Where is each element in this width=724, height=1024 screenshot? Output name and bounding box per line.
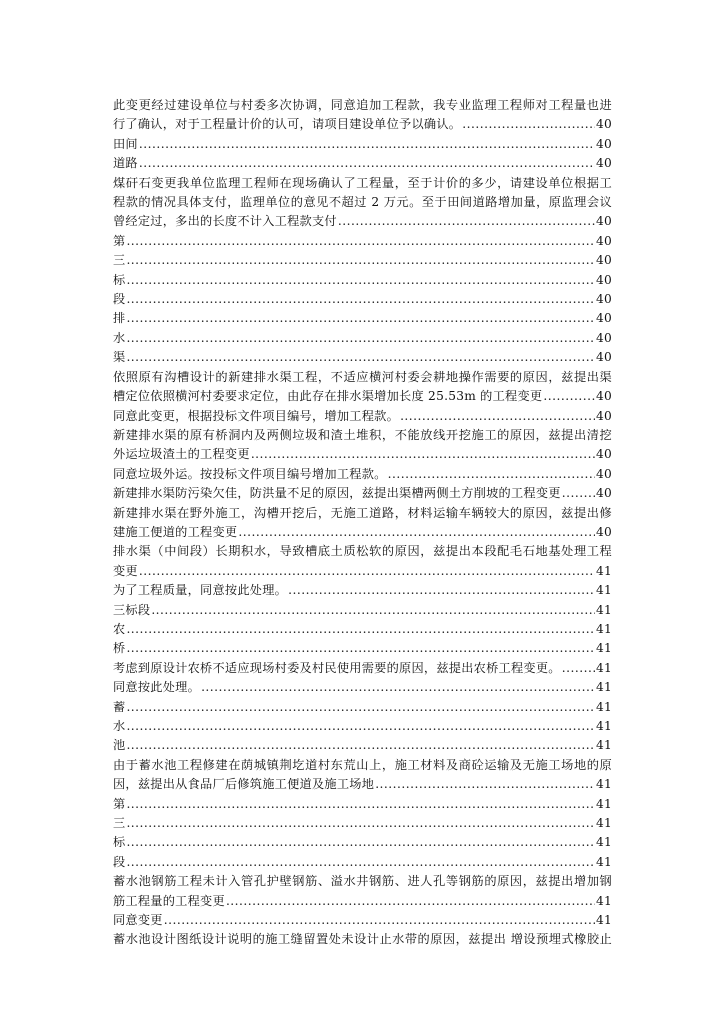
toc-trailing-text: 蓄水池设计图纸设计说明的施工缝留置处未设计止水带的原因，兹提出 增设预埋式橡胶止	[113, 932, 612, 947]
toc-leader-dots	[126, 698, 595, 717]
toc-entry-title: 标	[113, 835, 126, 850]
toc-leader-dots	[126, 639, 595, 658]
toc-page-number: 41	[595, 641, 612, 656]
toc-leader-dots	[201, 678, 595, 697]
toc-leader-dots	[126, 795, 595, 814]
toc-entry-line	[113, 387, 612, 406]
toc-entry[interactable]	[113, 542, 612, 581]
toc-entry-title: 因，兹提出从食品厂后修筑施工便道及施工场地	[113, 777, 375, 792]
toc-leader-dots	[543, 387, 595, 406]
toc-entry-line	[113, 232, 612, 251]
toc-entry-line	[113, 135, 612, 154]
toc-leader-dots	[238, 523, 595, 542]
toc-entry-line	[113, 562, 612, 581]
toc-leader-dots	[126, 271, 595, 290]
toc-entry-title: 三	[113, 253, 126, 268]
toc-entry-line	[113, 484, 612, 503]
toc-page-number: 40	[595, 447, 612, 462]
toc-entry[interactable]	[113, 232, 612, 251]
toc-entry-line	[113, 853, 612, 872]
toc-entry-line	[113, 620, 612, 639]
toc-entry-title: 第	[113, 796, 126, 811]
toc-page-number: 41	[595, 893, 612, 908]
toc-entry-title: 水	[113, 719, 126, 733]
toc-entry-line	[113, 251, 612, 270]
toc-entry-title: 筋工程量的工程变更	[113, 893, 225, 908]
toc-entry[interactable]	[113, 872, 612, 911]
toc-page-number: 40	[595, 524, 612, 539]
toc-page-number: 41	[595, 835, 612, 850]
toc-leader-dots	[375, 775, 595, 794]
toc-page-number: 40	[595, 233, 612, 248]
toc-entry-line	[113, 601, 612, 620]
toc-entry-line	[113, 523, 612, 542]
toc-entry-title: 为了工程质量，同意按此处理。	[113, 583, 288, 598]
toc-page-number: 41	[595, 680, 612, 695]
toc-page-number: 41	[595, 660, 612, 675]
toc-entry[interactable]	[113, 853, 612, 872]
toc-entry-title: 渠	[113, 350, 126, 365]
toc-entry-title: 同意按此处理。	[113, 680, 201, 695]
toc-entry-title: 同意此变更，根据投标文件项目编号，增加工程款。	[113, 408, 400, 423]
toc-entry-title: 变更	[113, 563, 138, 578]
toc-leader-dots	[164, 911, 595, 930]
toc-entry-line	[113, 465, 612, 484]
toc-entry-line	[113, 639, 612, 658]
toc-entry-title: 蓄	[113, 699, 126, 714]
toc-leader-dots	[151, 601, 595, 620]
toc-entry-line	[113, 659, 612, 678]
toc-entry[interactable]	[113, 717, 612, 736]
toc-entry-line	[113, 290, 612, 309]
toc-entry[interactable]	[113, 290, 612, 309]
toc-leader-dots	[388, 465, 595, 484]
toc-leader-dots	[338, 212, 595, 231]
toc-entry-title: 行了确认，对于工程量计价的认可，请项目建设单位予以确认。	[113, 117, 462, 132]
toc-entry-line	[113, 911, 612, 930]
toc-leader-dots	[251, 445, 595, 464]
toc-entry-text: 蓄水池钢筋工程未计入管孔护壁钢筋、溢水井钢筋、进人孔等钢筋的原因，兹提出增加钢	[113, 874, 612, 889]
toc-entry-text: 程款的情况具体支付，监理单位的意见不超过 2 万元。至于田间道路增加量，原监理会议	[113, 195, 612, 210]
toc-entry-line	[113, 717, 612, 736]
toc-entry[interactable]	[113, 620, 612, 639]
toc-page-number: 41	[595, 583, 612, 598]
table-of-contents	[113, 96, 612, 930]
toc-leader-dots	[126, 814, 595, 833]
toc-entry-line	[113, 271, 612, 290]
toc-page-number: 40	[595, 292, 612, 307]
toc-entry[interactable]	[113, 271, 612, 290]
toc-entry-line	[113, 698, 612, 717]
toc-entry[interactable]	[113, 174, 612, 232]
toc-entry-line	[113, 581, 612, 600]
toc-entry-line	[113, 309, 612, 328]
toc-entry[interactable]	[113, 329, 612, 348]
toc-entry-line	[113, 833, 612, 852]
toc-entry-title: 外运垃圾渣土的工程变更	[113, 447, 250, 462]
toc-entry-line	[113, 407, 612, 426]
toc-entry-title: 第	[113, 233, 126, 248]
toc-entry-line	[113, 329, 612, 348]
toc-entry[interactable]	[113, 833, 612, 852]
toc-page-number: 41	[595, 719, 612, 733]
toc-entry-text: 由于蓄水池工程修建在荫城镇荆圪道村东荒山上，施工材料及商砼运输及无施工场地的原	[113, 757, 612, 772]
toc-leader-dots	[126, 853, 595, 872]
toc-entry[interactable]	[113, 96, 612, 135]
toc-entry[interactable]	[113, 659, 612, 678]
toc-entry-line	[113, 678, 612, 697]
toc-entry-title: 三标段	[113, 602, 151, 617]
toc-page-number: 41	[595, 816, 612, 831]
toc-leader-dots	[126, 232, 595, 251]
toc-entry-line	[113, 814, 612, 833]
toc-entry-text: 煤矸石变更我单位监理工程师在现场确认了工程量，至于计价的多少，请建设单位根据工	[113, 175, 612, 190]
toc-entry-line	[113, 775, 612, 794]
toc-page-number: 41	[595, 777, 612, 792]
toc-page-number: 40	[595, 214, 612, 229]
toc-entry[interactable]	[113, 601, 612, 620]
toc-page-number: 40	[595, 408, 612, 423]
toc-entry-title: 水	[113, 330, 126, 345]
toc-leader-dots	[126, 309, 595, 328]
toc-leader-dots	[139, 562, 595, 581]
toc-page-number: 41	[595, 621, 612, 636]
toc-entry-title: 新建排水渠防污染欠佳，防洪量不足的原因，兹提出渠槽两侧土方削坡的工程变更	[113, 486, 561, 501]
toc-entry[interactable]	[113, 368, 612, 407]
toc-entry[interactable]	[113, 639, 612, 658]
toc-entry[interactable]	[113, 504, 612, 543]
toc-entry-title: 同意垃圾外运。按投标文件项目编号增加工程款。	[113, 466, 387, 481]
toc-page-number: 41	[595, 563, 612, 578]
toc-entry[interactable]	[113, 911, 612, 930]
toc-leader-dots	[126, 329, 595, 348]
toc-entry-text: 新建排水渠在野外施工，沟槽开挖后，无施工道路，材料运输车辆较大的原因，兹提出修	[113, 505, 612, 520]
toc-leader-dots	[126, 290, 595, 309]
toc-page-number: 41	[595, 699, 612, 714]
toc-entry-line	[113, 348, 612, 367]
toc-entry[interactable]	[113, 756, 612, 795]
toc-entry[interactable]	[113, 581, 612, 600]
toc-entry-line	[113, 212, 612, 231]
toc-page-number: 41	[595, 602, 612, 617]
toc-leader-dots	[400, 407, 595, 426]
toc-entry[interactable]	[113, 348, 612, 367]
toc-leader-dots	[126, 736, 595, 755]
toc-page-number: 41	[595, 738, 612, 753]
toc-entry[interactable]	[113, 814, 612, 833]
toc-entry-line	[113, 154, 612, 173]
toc-page-number: 40	[595, 486, 612, 501]
toc-entry[interactable]	[113, 309, 612, 328]
toc-leader-dots	[126, 833, 595, 852]
toc-entry-title: 曾经定过，多出的长度不计入工程款支付	[113, 214, 337, 229]
toc-leader-dots	[462, 115, 595, 134]
toc-entry[interactable]	[113, 484, 612, 503]
toc-page-number: 40	[595, 389, 612, 404]
toc-entry-title: 池	[113, 738, 126, 753]
toc-entry-title: 三	[113, 816, 126, 831]
toc-entry-title: 段	[113, 854, 126, 869]
toc-leader-dots	[562, 484, 595, 503]
toc-entry-title: 同意变更	[113, 913, 163, 928]
toc-page-number: 40	[595, 136, 612, 151]
toc-leader-dots	[126, 620, 595, 639]
toc-entry[interactable]	[113, 251, 612, 270]
toc-entry[interactable]	[113, 465, 612, 484]
toc-entry-title: 考虑到原设计农桥不适应现场村委及村民使用需要的原因，兹提出农桥工程变更。	[113, 660, 561, 675]
toc-entry-text: 新建排水渠的原有桥洞内及两侧垃圾和渣土堆积，不能放线开挖施工的原因，兹提出清挖	[113, 427, 612, 442]
toc-page-number: 40	[595, 350, 612, 365]
toc-page-number: 40	[595, 466, 612, 481]
toc-leader-dots	[226, 892, 595, 911]
toc-page-number: 41	[595, 796, 612, 811]
toc-page-number: 40	[595, 117, 612, 132]
toc-leader-dots	[562, 659, 595, 678]
toc-entry-title: 标	[113, 272, 126, 287]
toc-entry[interactable]	[113, 678, 612, 697]
toc-entry-text: 此变更经过建设单位与村委多次协调，同意追加工程款，我专业监理工程师对工程量也进	[113, 98, 612, 112]
toc-leader-dots	[126, 251, 595, 270]
toc-entry[interactable]	[113, 154, 612, 173]
toc-leader-dots	[126, 717, 595, 736]
toc-entry-line	[113, 115, 612, 134]
toc-entry-line	[113, 892, 612, 911]
toc-entry[interactable]	[113, 407, 612, 426]
toc-entry-line	[113, 445, 612, 464]
toc-entry[interactable]	[113, 795, 612, 814]
toc-entry-title: 桥	[113, 641, 126, 656]
toc-page-number: 40	[595, 272, 612, 287]
toc-leader-dots	[139, 154, 595, 173]
toc-entry[interactable]	[113, 698, 612, 717]
toc-page-number: 40	[595, 156, 612, 171]
toc-entry-line	[113, 795, 612, 814]
toc-page-number: 40	[595, 311, 612, 326]
toc-entry-text: 排水渠（中间段）长期积水，导致槽底土质松软的原因，兹提出本段配毛石地基处理工程	[113, 544, 612, 559]
toc-entry-title: 槽定位依照横河村委要求定位，由此存在排水渠增加长度 25.53m 的工程变更	[113, 389, 543, 404]
toc-entry-line	[113, 736, 612, 755]
toc-page-number: 40	[595, 253, 612, 268]
toc-entry[interactable]	[113, 736, 612, 755]
toc-entry-title: 道路	[113, 156, 138, 171]
toc-page-number: 41	[595, 854, 612, 869]
toc-leader-dots	[288, 581, 595, 600]
toc-leader-dots	[139, 135, 595, 154]
toc-entry-title: 农	[113, 621, 126, 636]
toc-page-number: 41	[595, 913, 612, 928]
toc-entry[interactable]	[113, 135, 612, 154]
toc-entry-title: 段	[113, 292, 126, 307]
toc-leader-dots	[126, 348, 595, 367]
toc-entry-title: 建施工便道的工程变更	[113, 524, 238, 539]
toc-entry[interactable]	[113, 426, 612, 465]
toc-trailing-line	[113, 930, 612, 949]
toc-entry-title: 田间	[113, 136, 138, 151]
toc-entry-text: 依照原有沟槽设计的新建排水渠工程，不适应横河村委会耕地操作需要的原因，兹提出渠	[113, 369, 612, 384]
toc-entry-title: 排	[113, 311, 126, 326]
toc-page-number: 40	[595, 330, 612, 345]
